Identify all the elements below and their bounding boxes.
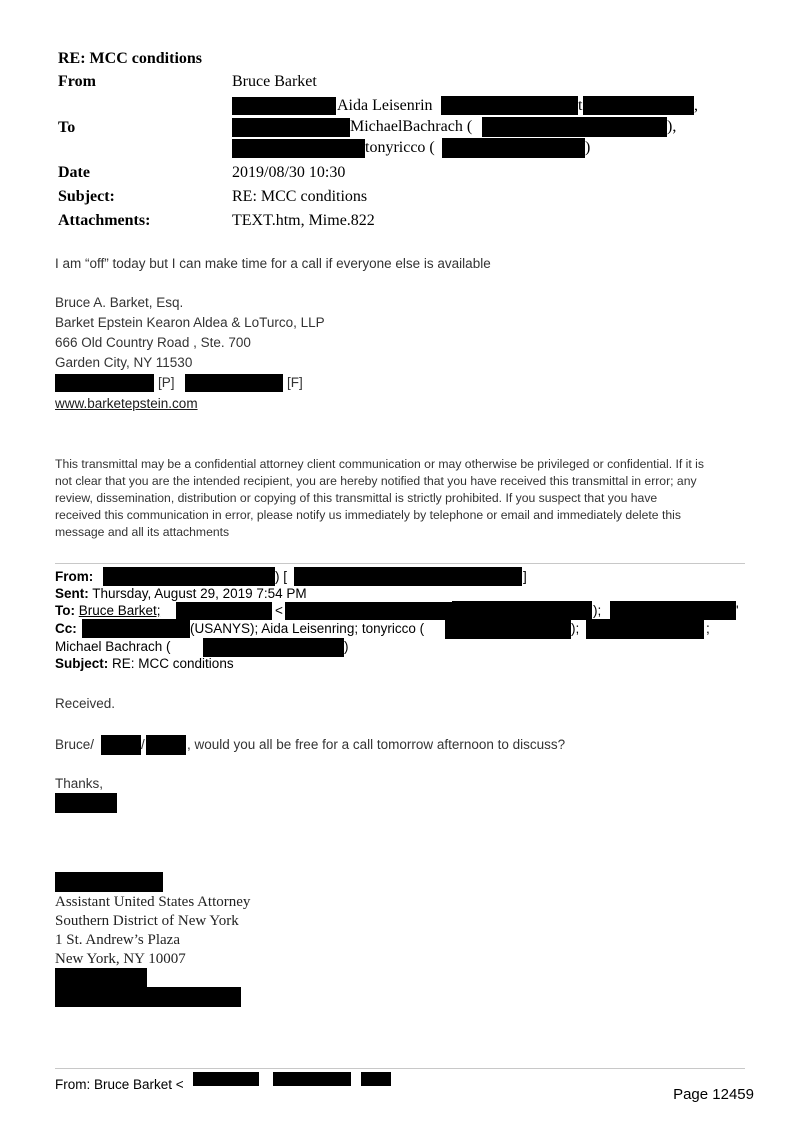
redaction-block: [285, 602, 455, 620]
fwd-to-end: );: [593, 603, 602, 618]
fwd-cc-semicolon: ;: [706, 621, 710, 636]
redaction-block: [442, 138, 585, 158]
fwd-subject-value: RE: MCC conditions: [112, 656, 234, 671]
to-recipient-1: Aida Leisenrin: [337, 97, 433, 114]
to-recipient-2-end: ),: [667, 118, 677, 135]
date-label: Date: [58, 164, 90, 181]
fwd-question-prefix: Bruce/: [55, 737, 95, 752]
to-recipient-3-end: ): [585, 139, 591, 156]
redaction-block: [441, 96, 578, 115]
redaction-block: [232, 118, 350, 137]
aus-attorney-title: Assistant United States Attorney: [55, 894, 251, 910]
fwd-sent-label: Sent:: [55, 586, 89, 601]
to-recipient-3: tonyricco (: [365, 139, 435, 156]
to-recipient-1-tail: t: [578, 97, 583, 114]
date-value: 2019/08/30 10:30: [232, 164, 346, 181]
redaction-block: [193, 1072, 259, 1086]
redaction-block: [55, 968, 147, 988]
attachments-value: TEXT.htm, Mime.822: [232, 212, 375, 229]
fwd-to-lt: <: [275, 603, 283, 618]
redaction-block: [185, 374, 283, 392]
fwd-received: Received.: [55, 696, 116, 711]
fwd-subject-row: [55, 656, 234, 671]
redaction-block: [482, 117, 667, 137]
to-recipient-2: MichaelBachrach (: [350, 118, 473, 135]
from-value: Bruce Barket: [232, 73, 317, 90]
redaction-block: [232, 139, 365, 158]
confidentiality-disclaimer: This transmittal may be a confidential attorney client communication or may otherwise be privileged or confidential. If it is not clear that you are the intended recipient, you are hereby notified that you have received this transmittal in error; any review, dissemination, distribution or copying of this transmittal is strictly prohibited. If you suspect that you have received this communication in error, please notify us immediately by telephone or email and immediately delete this message and all its attachments: [55, 457, 704, 539]
subject-label: Subject:: [58, 188, 115, 205]
next-message-from: From: Bruce Barket <: [55, 1077, 184, 1092]
redaction-block: [586, 619, 704, 639]
redaction-block: [82, 619, 190, 638]
fwd-sent-row: [55, 586, 307, 601]
redaction-block: [361, 1072, 391, 1086]
fwd-to-quote: ': [736, 603, 739, 618]
fwd-to-value: Bruce Barket;: [78, 603, 161, 618]
fwd-question-text: , would you all be free for a call tomorrow afternoon to discuss?: [187, 737, 566, 752]
aus-attorney-office: Southern District of New York: [55, 913, 239, 929]
fwd-from-row: [55, 569, 93, 584]
fwd-from-end: ]: [523, 569, 527, 584]
redaction-block: [273, 1072, 351, 1086]
signature-firm: Barket Epstein Kearon Aldea & LoTurco, LLP: [55, 315, 325, 330]
email-title: RE: MCC conditions: [58, 50, 203, 67]
redaction-block: [55, 374, 154, 392]
page-number: Page 12459: [673, 1086, 754, 1103]
to-comma: ,: [694, 97, 698, 114]
fwd-subject-label: Subject:: [55, 656, 109, 671]
divider: [55, 1068, 745, 1069]
from-label: From: [58, 73, 96, 90]
divider: [55, 563, 745, 564]
redaction-block: [452, 601, 592, 620]
fwd-sent-value: Thursday, August 29, 2019 7:54 PM: [92, 586, 307, 601]
fwd-to-row: [55, 603, 161, 618]
fwd-cc-label: Cc:: [55, 621, 77, 636]
fwd-cc-line-2: Michael Bachrach (: [55, 639, 171, 654]
redaction-block: [583, 96, 694, 115]
signature-address-2: Garden City, NY 11530: [55, 355, 193, 370]
redaction-block: [146, 735, 186, 755]
to-label: To: [58, 119, 76, 136]
website-link[interactable]: www.barketepstein.com: [55, 396, 198, 411]
fax-tag: [F]: [287, 375, 303, 390]
next-message-cutoff: [55, 1072, 415, 1092]
redaction-block: [55, 793, 117, 813]
fwd-from-paren: ) [: [275, 569, 287, 584]
redaction-block: [445, 619, 571, 639]
signature-name: Bruce A. Barket, Esq.: [55, 295, 184, 310]
redaction-block: [101, 735, 141, 755]
fwd-cc-line-2-end: ): [344, 639, 349, 654]
redaction-block: [55, 987, 241, 1007]
redaction-block: [176, 602, 272, 620]
fwd-cc-row: [55, 621, 77, 636]
redaction-block: [294, 567, 522, 586]
fwd-from-label: From:: [55, 569, 94, 584]
fwd-cc-end: );: [571, 621, 580, 636]
fwd-thanks: Thanks,: [55, 776, 104, 791]
message-body: I am “off” today but I can make time for a call if everyone else is available: [55, 256, 491, 271]
fwd-to-label: To:: [55, 603, 75, 618]
subject-value: RE: MCC conditions: [232, 188, 368, 205]
redaction-block: [610, 601, 736, 620]
attachments-label: Attachments:: [58, 212, 151, 229]
fwd-cc-value: (USANYS); Aida Leisenring; tonyricco (: [190, 621, 425, 636]
redaction-block: [55, 872, 163, 892]
aus-attorney-address-2: New York, NY 10007: [55, 951, 186, 967]
signature-address-1: 666 Old Country Road , Ste. 700: [55, 335, 251, 350]
aus-attorney-address-1: 1 St. Andrew’s Plaza: [55, 932, 180, 948]
redaction-block: [232, 97, 336, 115]
redaction-block: [103, 567, 275, 586]
redaction-block: [203, 638, 344, 657]
phone-tag: [P]: [158, 375, 175, 390]
fwd-question-slash: /: [141, 737, 145, 752]
